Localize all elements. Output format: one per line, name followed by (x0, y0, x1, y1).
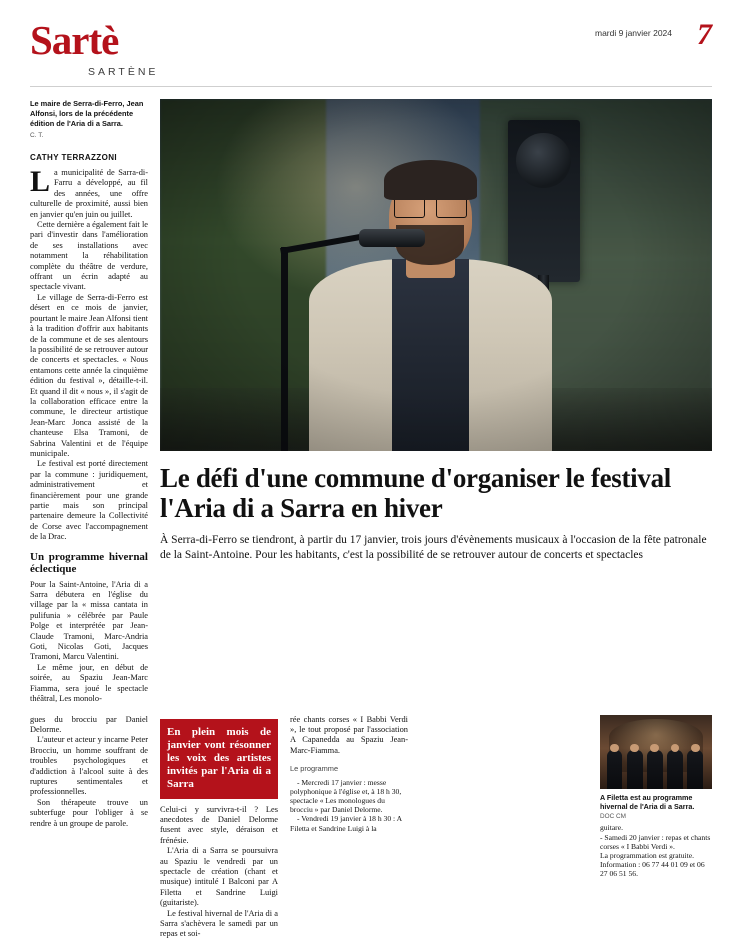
rail-photo-credit: DOC CM (600, 813, 626, 821)
program-continuation (600, 823, 712, 878)
paragraph: Cette dernière a également fait le pari d'investir dans l'amélioration de ses installations avec notamment la réhabilitation complète du théâtre de verdure, offrant un écrin adapté au spectacle vivant. (30, 220, 148, 292)
section-subhead: Un programme hivernal éclectique (30, 550, 148, 576)
right-rail (600, 715, 712, 940)
paragraph (30, 165, 148, 220)
paragraph: Le village de Serra-di-Ferro est désert en ce mois de janvier, pourtant le maire Jean Alfonsi tient à la tradition d'offrir aux habitants de la commune et de ses alentours la possibilité de se retrouver autour de concerts et spectacles. « Nous entamons cette année la cinquième édition du festival », détaille-t-il. Et quand il dit « nous », il s'agit de la collaboration efficace entre la commune, le directeur artistique Jean-Marc Jonca assisté de la chanteuse Elsa Tramoni, de Sabrina Valentini et de l'équipe municipale. (30, 292, 148, 458)
photo-credit: C. T. (30, 132, 44, 139)
paragraph: rée chants corses « I Babbi Verdi », le tout proposé par l'association A Capanedda au Spaziu Jean-Marc-Fiamma. (290, 714, 408, 755)
photo-caption: Le maire de Serra-di-Ferro, Jean Alfonsi, lors de la précédente édition de l'Aria di a Sarra. (30, 99, 144, 128)
pull-quote: En plein mois de janvier vont résonner les voix des artistes invités par l'Aria di a Sarra (160, 719, 278, 799)
rail-photo-caption: A Filetta est au programme hivernal de l'Aria di a Sarra. (600, 792, 695, 811)
program-item: - Vendredi 19 janvier à 18 h 30 : A Filetta et Sandrine Luigi à la (290, 814, 402, 833)
rail-photo-figure (607, 750, 623, 788)
masthead-title: Sartè (30, 17, 119, 63)
byline: CATHY TERRAZZONI (30, 153, 117, 162)
masthead-subtitle: SARTÈNE (88, 66, 159, 78)
paragraph: Son thérapeute trouve un subterfuge pour l'obliger à se rendre à un groupe de parole. (30, 797, 148, 828)
program-item: - Mercredi 17 janvier : messe polyphonique à l'église et, à 18 h 30, spectacle « Les monologues du brocciu » par Daniel Delorme. (290, 777, 402, 815)
program-item: Information : 06 77 44 01 09 et 06 27 06 51 56. (600, 860, 705, 879)
paragraph: Le même jour, en début de soirée, au Spaziu Jean-Marc Fiamma, sera joué le spectacle théâtral, Les monolo- (30, 662, 148, 704)
column-3 (290, 715, 408, 940)
rail-photo-figure (647, 750, 663, 788)
paragraph: gues du brocciu par Daniel Delorme. (30, 714, 148, 734)
issue-date: mardi 9 janvier 2024 (594, 28, 672, 38)
drop-cap: L (30, 165, 51, 198)
page-number: 7 (697, 18, 712, 51)
program-title: Le programme (290, 764, 339, 774)
photo-vignette (160, 99, 712, 451)
program-item: La programmation est gratuite. (600, 850, 695, 860)
paragraph: L'Aria di a Sarra se poursuivra au Spaziu le vendredi par un spectacle de création (chant et musique) intitulé I Balconi par A Filetta et Sandrine Luigi (guitariste). (160, 846, 278, 908)
left-column (30, 99, 148, 705)
program-item: guitare. (600, 823, 623, 833)
rail-photo-figure (667, 750, 683, 788)
paragraph: Le festival hivernal de l'Aria di a Sarra s'achèvera le samedi par un repas et soi- (160, 908, 278, 939)
program-list (290, 778, 408, 833)
paragraph: Celui-ci y survivra-t-il ? Les anecdotes de Daniel Delorme fusent avec style, déraison et frénésie. (160, 804, 278, 845)
masthead (30, 18, 712, 80)
lead-photo-wrap (160, 99, 712, 705)
lower-section (30, 715, 712, 940)
column-1 (30, 715, 148, 940)
rail-photo-figure (687, 750, 703, 788)
rail-photo (600, 715, 712, 789)
left-column-body (30, 165, 148, 705)
paragraph: Pour la Saint-Antoine, l'Aria di a Sarra débutera en l'église du village par la « missa cantata in pulifunia » célébrée par Paule Polge et interprétée par Jean-Claude Tramoni, Marc-Andria Goti, Nicolas Goti, Jacques Tramoni, Marcu Valentini. (30, 579, 148, 662)
article-headline: Le défi d'une commune d'organiser le festival l'Aria di a Sarra en hiver (160, 463, 671, 523)
lead-photo (160, 99, 712, 451)
article-columns (30, 715, 588, 940)
paragraph: L'auteur et acteur y incarne Peter Brocciu, un homme souffrant de troubles psychologiques et d'addiction à l'alcool suite à des ruptures sentimentales et professionnelles. (30, 735, 148, 797)
rail-photo-figure (627, 750, 643, 788)
paragraph-text: a municipalité de Sarra-di-Farru a développé, au fil des années, une offre culturelle de proximité, aussi bien en janvier qu'en juin ou juillet. (30, 168, 148, 219)
paragraph: Le festival est porté directement par la commune : juridiquement, administrativement et financièrement pour une grande partie mais son principal partenaire demeure la Collectivité de Corse avec l'accompagnement de la Drac. (30, 459, 148, 542)
column-2 (160, 715, 278, 940)
program-item: - Samedi 20 janvier : repas et chants corses « I Babbi Verdi ». (600, 832, 711, 851)
upper-section (30, 99, 712, 705)
article-standfirst: À Serra-di-Ferro se tiendront, à partir du 17 janvier, trois jours d'évènements musicaux à l'occasion de la fête patronale de la Saint-Antoine. Pour les habitants, c'est la possibilité de se retrouver autour de concerts et spectacles (160, 534, 707, 561)
masthead-divider (30, 86, 712, 87)
